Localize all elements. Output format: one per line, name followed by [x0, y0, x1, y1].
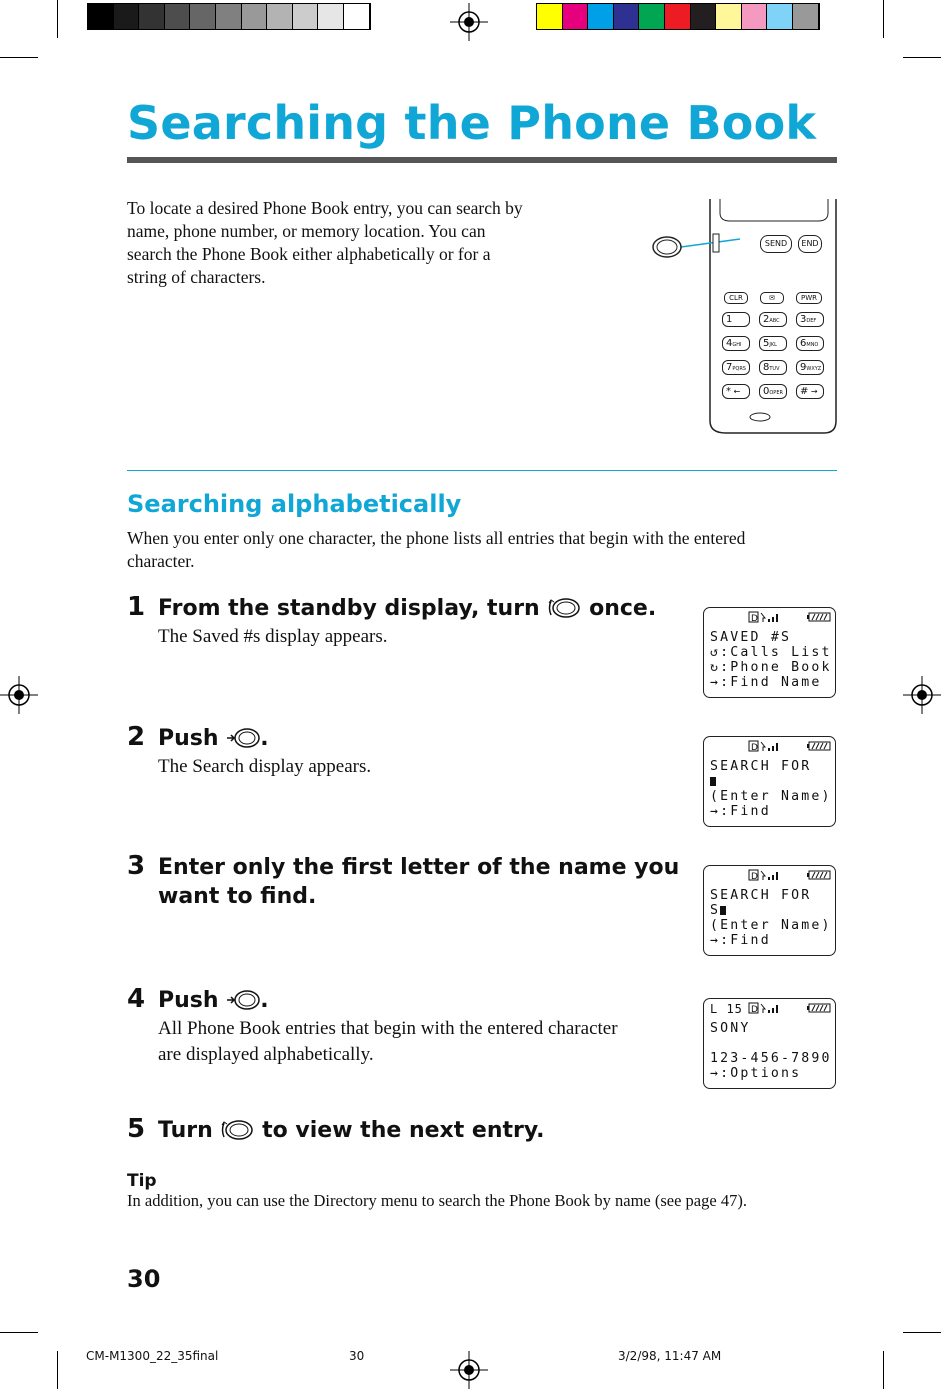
turn-icon: ↻ [710, 660, 721, 675]
jog-dial-push-icon [226, 989, 260, 1011]
registration-mark-icon [903, 676, 941, 714]
crop-mark [0, 1332, 38, 1333]
crop-mark [883, 1351, 884, 1389]
key-1[interactable]: 1 [722, 312, 750, 327]
registration-mark-icon [0, 676, 38, 714]
step-title: Enter only the first letter of the name you want to find. [158, 855, 680, 909]
svg-text:D: D [751, 743, 758, 752]
svg-text:D: D [751, 614, 758, 623]
color-bar [536, 3, 820, 30]
key-3[interactable]: 3DEF [796, 312, 824, 327]
lcd-display-search-empty [703, 736, 836, 827]
key-0[interactable]: 0OPER [759, 384, 787, 399]
lcd-line: →:Find [710, 804, 771, 819]
title-rule [127, 157, 837, 163]
lcd-line [710, 774, 716, 789]
lcd-line: SAVED #S [710, 630, 792, 645]
memory-location: L 15 [710, 1002, 743, 1016]
lcd-line: ↺:Calls List [710, 645, 832, 660]
lcd-display-search-s [703, 865, 836, 956]
push-icon: → [710, 933, 721, 948]
crop-mark [0, 57, 38, 58]
push-icon: → [710, 1066, 721, 1081]
section-rule [127, 470, 837, 471]
battery-icon [807, 870, 831, 880]
section-heading: Searching alphabetically [127, 490, 462, 518]
jog-dial-push-icon [226, 727, 260, 749]
key-8[interactable]: 8TUV [759, 360, 787, 375]
svg-text:D: D [751, 1005, 758, 1014]
pwr-button[interactable]: PWR [796, 292, 822, 304]
lcd-line: SEARCH FOR [710, 759, 812, 774]
lcd-line: (Enter Name) [710, 918, 832, 933]
step-body: The Search display appears. [158, 756, 372, 777]
lcd-line: SONY [710, 1021, 751, 1036]
lcd-line: S [710, 903, 726, 918]
clr-button[interactable]: CLR [724, 292, 748, 304]
lcd-line: SEARCH FOR [710, 888, 812, 903]
slug-date: 3/2/98, 11:47 AM [618, 1349, 722, 1363]
tip-text: In addition, you can use the Directory menu to search the Phone Book by name (see page 47). [127, 1191, 747, 1210]
crop-mark [883, 0, 884, 38]
crop-mark [903, 57, 941, 58]
signal-status-icon [748, 740, 784, 752]
step-body: The Saved #s display appears. [158, 626, 388, 647]
gray-bar [87, 3, 371, 30]
step-number: 5 [127, 1114, 146, 1144]
key-4[interactable]: 4GHI [722, 336, 750, 351]
signal-status-icon [748, 869, 784, 881]
battery-icon [807, 741, 831, 751]
battery-icon [807, 612, 831, 622]
slug-page: 30 [349, 1349, 365, 1363]
lcd-line: →:Options [710, 1066, 802, 1081]
step-title: Turn to view the next entry. [158, 1118, 545, 1143]
step-number: 1 [127, 592, 146, 622]
step-title: From the standby display, turn once. [158, 596, 657, 621]
step-title: Push . [158, 726, 269, 751]
cursor-icon [720, 906, 726, 915]
tip-label: Tip [127, 1171, 157, 1191]
key-6[interactable]: 6MNO [796, 336, 824, 351]
signal-status-icon [748, 611, 784, 623]
crop-mark [57, 0, 58, 38]
end-button[interactable]: END [798, 235, 822, 253]
key-7[interactable]: 7PQRS [722, 360, 750, 375]
push-icon: → [710, 804, 721, 819]
key-star[interactable]: * ← [722, 384, 750, 399]
step-number: 3 [127, 851, 146, 881]
push-icon: → [710, 675, 721, 690]
step-body: All Phone Book entries that begin with the entered character are displayed alphabetically. [158, 1018, 618, 1065]
key-9[interactable]: 9WXYZ [796, 360, 824, 375]
crop-mark [903, 1332, 941, 1333]
lcd-line: 123-456-7890 [710, 1051, 832, 1066]
phone-illustration [648, 199, 838, 439]
step-number: 2 [127, 722, 146, 752]
lcd-line: (Enter Name) [710, 789, 832, 804]
key-hash[interactable]: # → [796, 384, 824, 399]
keypad [722, 312, 826, 399]
key-5[interactable]: 5JKL [759, 336, 787, 351]
step-title: Push . [158, 988, 269, 1013]
turn-icon: ↺ [710, 645, 721, 660]
key-2[interactable]: 2ABC [759, 312, 787, 327]
step-number: 4 [127, 984, 146, 1014]
page-title: Searching the Phone Book [127, 96, 817, 150]
svg-text:D: D [751, 872, 758, 881]
cursor-icon [710, 777, 716, 786]
lcd-display-saved [703, 607, 836, 698]
registration-mark-icon [450, 1351, 488, 1389]
lcd-line: ↻:Phone Book [710, 660, 832, 675]
send-button[interactable]: SEND [760, 235, 792, 253]
jog-dial-turn-icon [547, 597, 581, 619]
signal-status-icon [748, 1002, 784, 1014]
registration-mark-icon [450, 3, 488, 41]
lcd-line: →:Find Name [710, 675, 822, 690]
crop-mark [57, 1351, 58, 1389]
slug-filename: CM-M1300_22_35final [86, 1349, 219, 1363]
jog-dial-turn-icon [220, 1119, 254, 1141]
page-number: 30 [127, 1265, 161, 1293]
intro-paragraph: To locate a desired Phone Book entry, you can search by name, phone number, or memory location. You can search the Phone Book either alphabetically or for a string of characters. [127, 198, 523, 287]
section-description: When you enter only one character, the phone lists all entries that begin with the entered character. [127, 528, 746, 571]
lcd-display-entry [703, 998, 836, 1089]
lcd-line: →:Find [710, 933, 771, 948]
mail-button[interactable]: ✉ [760, 292, 784, 304]
battery-icon [807, 1003, 831, 1013]
